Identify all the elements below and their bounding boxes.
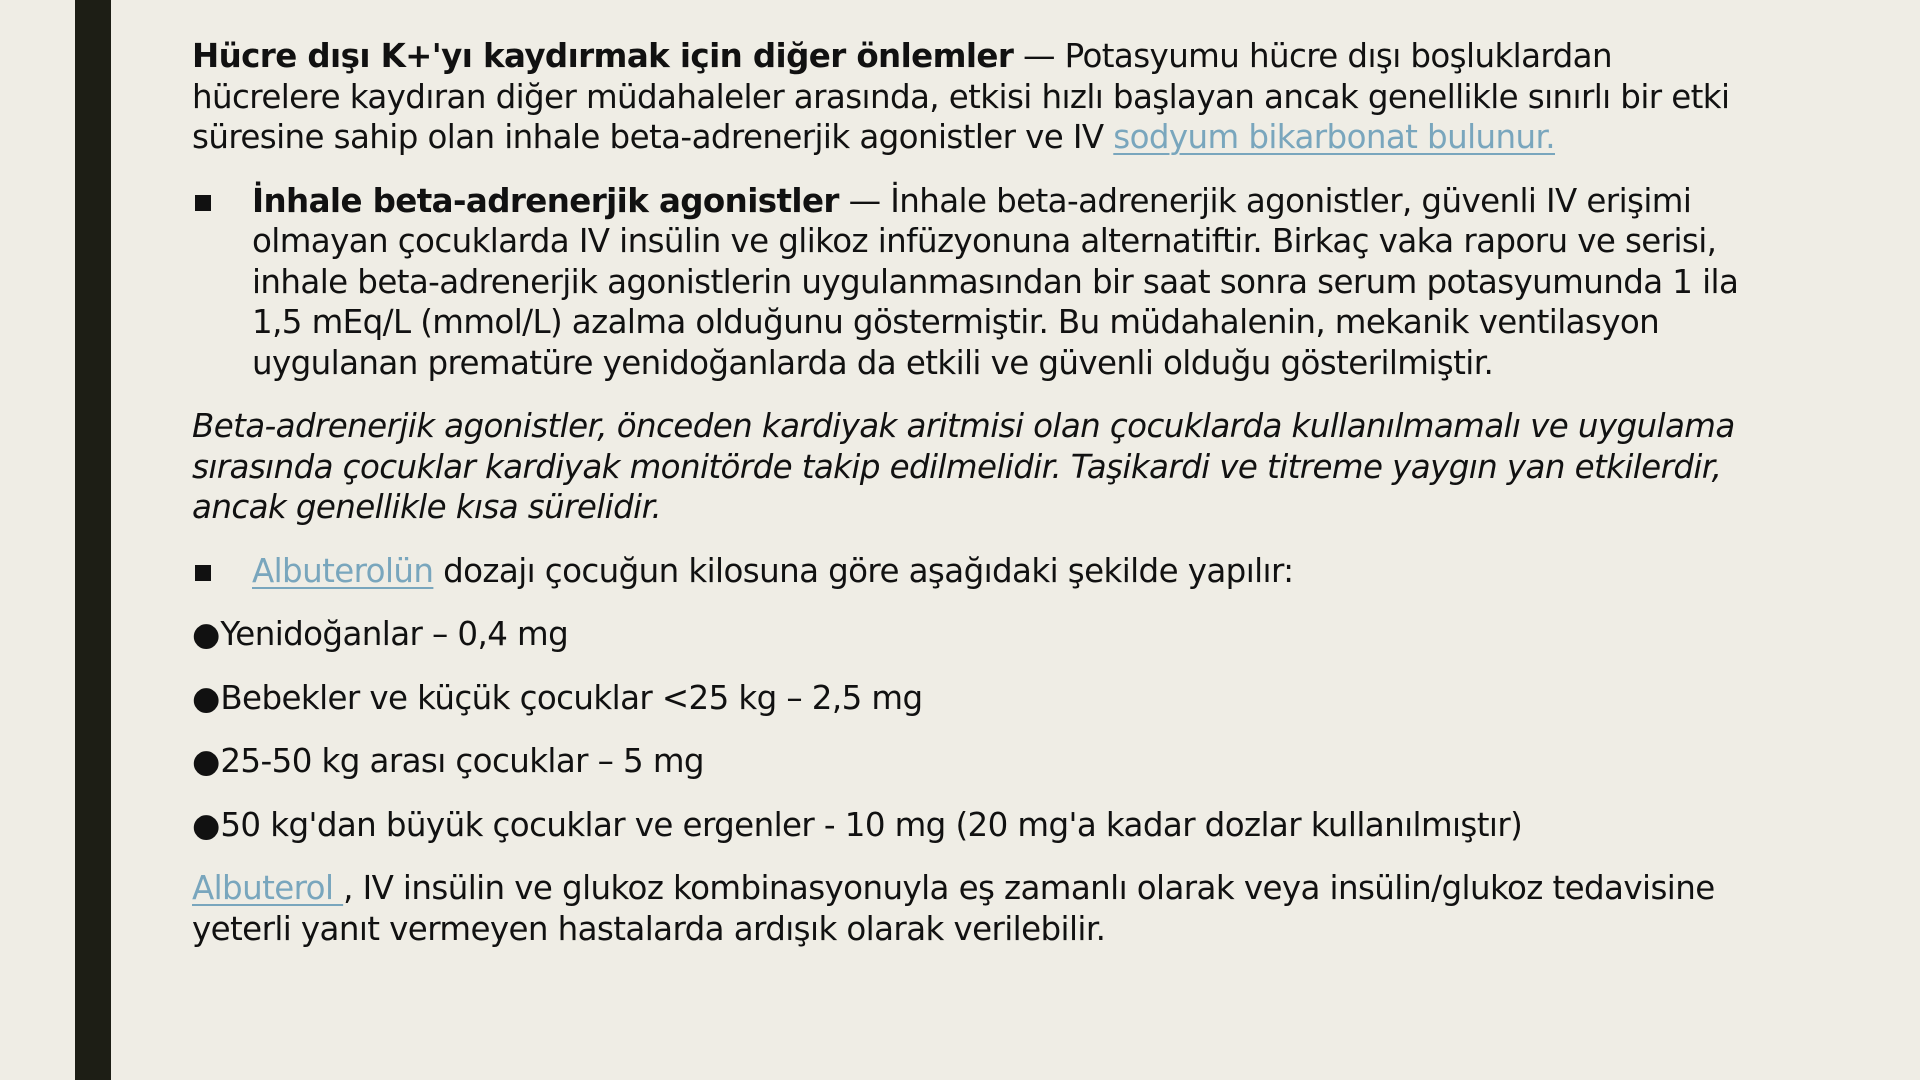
closing-paragraph bbox=[192, 868, 1752, 949]
albuterol-link[interactable]: Albuterol bbox=[192, 869, 344, 907]
dose-item bbox=[192, 741, 1752, 782]
dose-item bbox=[192, 614, 1752, 655]
intro-text: Potasyumu hücre dışı boşluklardan hücrelere kaydıran diğer müdahaleler arasında, etkisi hızlı başlayan ancak genellikle sınırlı bir etki süresine sahip olan inhale beta-adrenerjik agonistler ve IV bbox=[192, 37, 1730, 156]
dose-item-text: 25-50 kg arası çocuklar – 5 mg bbox=[220, 742, 704, 780]
dot-bullet-icon: ● bbox=[192, 805, 221, 844]
albuterolun-link[interactable]: Albuterolün bbox=[252, 551, 434, 590]
beta-agonist-text: İnhale beta-adrenerjik agonistler, güvenli IV erişimi olmayan çocuklarda IV insülin ve glikoz infüzyonuna alternatiftir. Birkaç vaka raporu ve serisi, inhale beta-adrenerjik agonistlerin uygulanmasından bir saat sonra serum potasyumunda 1 ila 1,5 mEq/L (mmol/L) azalma olduğunu göstermiştir. Bu müdahalenin, mekanik ventilasyon uygulanan prematüre yenidoğanlarda da etkili ve güvenli olduğu gösterilmiştir. bbox=[252, 181, 1739, 382]
slide-content bbox=[192, 36, 1752, 972]
beta-agonist-heading: İnhale beta-adrenerjik agonistler bbox=[252, 181, 839, 220]
dot-bullet-icon: ● bbox=[192, 615, 221, 653]
intro-dash: — bbox=[1013, 37, 1065, 75]
sodium-bicarbonate-link[interactable]: sodyum bikarbonat bulunur. bbox=[1113, 118, 1555, 156]
warning-paragraph: Beta-adrenerjik agonistler, önceden kardiyak aritmisi olan çocuklarda kullanılmamalı ve uygulama sırasında çocuklar kardiyak monitörde takip edilmelidir. Taşikardi ve titreme yaygın yan etkilerdir, ancak genellikle kısa sürelidir. bbox=[192, 407, 1735, 526]
dose-item bbox=[192, 805, 1752, 846]
beta-agonist-dash: — bbox=[838, 181, 891, 220]
left-accent-bar bbox=[75, 0, 111, 1080]
dose-item bbox=[192, 678, 1752, 719]
dot-bullet-icon: ● bbox=[192, 678, 221, 717]
dose-item-text: Yenidoğanlar – 0,4 mg bbox=[220, 615, 569, 653]
square-bullet-icon bbox=[195, 565, 211, 581]
intro-paragraph bbox=[192, 36, 1752, 158]
dot-bullet-icon: ● bbox=[192, 742, 221, 780]
albuterol-dosage-text: dozajı çocuğun kilosuna göre aşağıdaki şekilde yapılır: bbox=[433, 551, 1294, 590]
square-bullet-icon bbox=[195, 195, 211, 211]
albuterol-bullet bbox=[192, 551, 1752, 592]
dose-item-text: 50 kg'dan büyük çocuklar ve ergenler - 10 mg (20 mg'a kadar dozlar kullanılmıştır) bbox=[220, 805, 1523, 844]
dose-item-text: Bebekler ve küçük çocuklar <25 kg – 2,5 mg bbox=[220, 678, 923, 717]
beta-agonist-bullet bbox=[192, 181, 1752, 384]
closing-text: , IV insülin ve glukoz kombinasyonuyla eş zamanlı olarak veya insülin/glukoz tedavisine yeterli yanıt vermeyen hastalarda ardışık olarak verilebilir. bbox=[192, 869, 1715, 948]
intro-heading: Hücre dışı K+'yı kaydırmak için diğer önlemler bbox=[192, 37, 1014, 75]
